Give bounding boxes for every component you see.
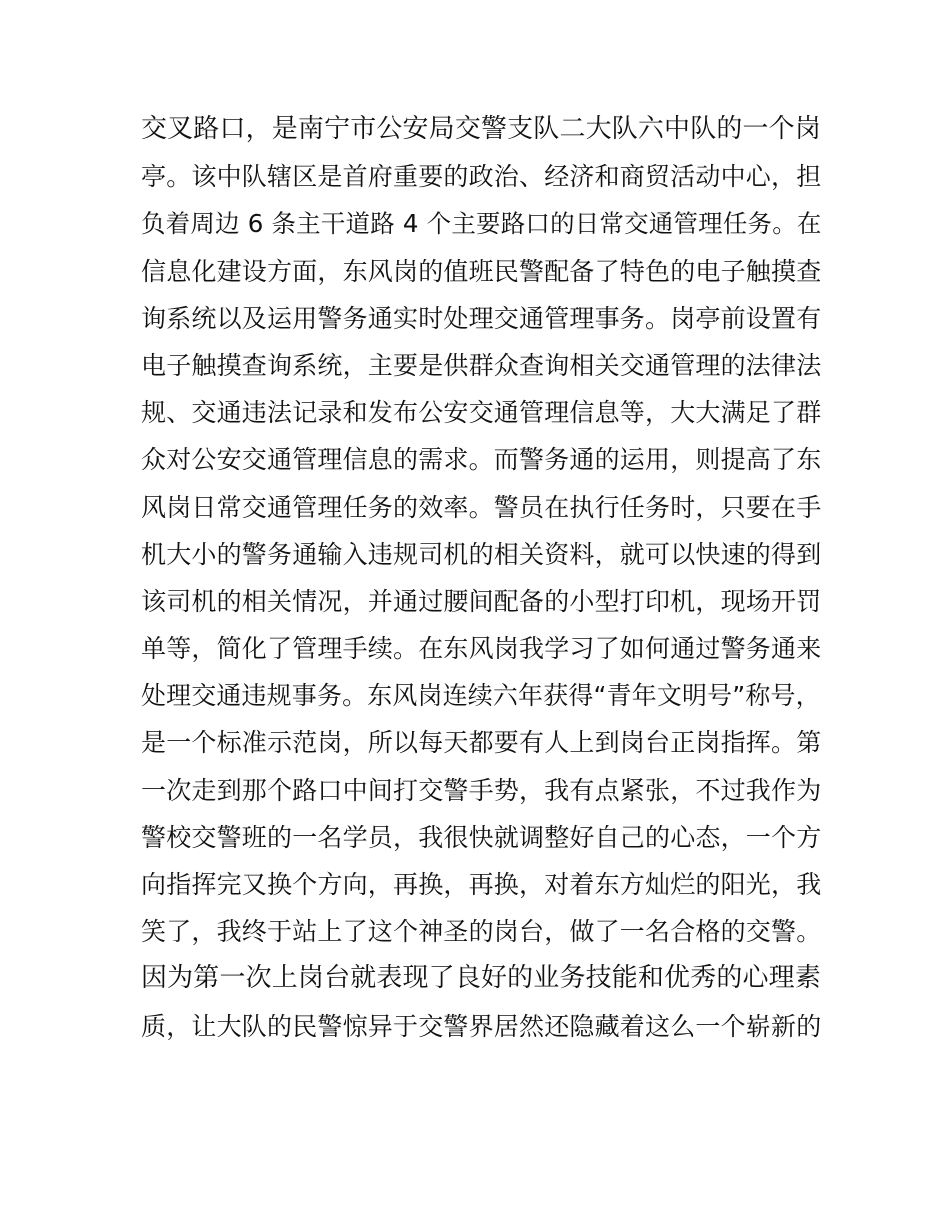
text-line: 是一个标准示范岗，所以每天都要有人上到岗台正岗指挥。第 xyxy=(141,728,822,758)
text-line: 电子触摸查询系统，主要是供群众查询相关交通管理的法律法 xyxy=(141,350,822,380)
text-line: 向指挥完又换个方向，再换，再换，对着东方灿烂的阳光，我 xyxy=(141,870,822,899)
text-line: 机大小的警务通输入违规司机的相关资料，就可以快速的得到 xyxy=(141,539,822,569)
body-paragraph xyxy=(141,106,821,1050)
text-line: 交叉路口，是南宁市公安局交警支队二大队六中队的一个岗 xyxy=(141,114,821,144)
text-line: 询系统以及运用警务通实时处理交通管理事务。岗亭前设置有 xyxy=(141,303,822,333)
text-line: 风岗日常交通管理任务的效率。警员在执行任务时，只要在手 xyxy=(141,492,822,522)
text-line: 一次走到那个路口中间打交警手势，我有点紧张，不过我作为 xyxy=(141,775,822,805)
text-line: 信息化建设方面，东风岗的值班民警配备了特色的电子触摸查 xyxy=(141,256,822,286)
text-line: 质，让大队的民警惊异于交警界居然还隐藏着这么一个崭新的 xyxy=(141,1011,822,1041)
text-line: 该司机的相关情况，并通过腰间配备的小型打印机，现场开罚 xyxy=(141,586,822,616)
text-line: 负着周边 6 条主干道路 4 个主要路口的日常交通管理任务。在 xyxy=(141,209,822,239)
text-line: 处理交通违规事务。东风岗连续六年获得“青年文明号”称号， xyxy=(141,681,821,711)
text-line: 警校交警班的一名学员，我很快就调整好自己的心态，一个方 xyxy=(141,822,822,852)
text-line: 单等，简化了管理手续。在东风岗我学习了如何通过警务通来 xyxy=(141,634,822,664)
text-line: 因为第一次上岗台就表现了良好的业务技能和优秀的心理素 xyxy=(141,963,821,994)
text-line: 众对公安交通管理信息的需求。而警务通的运用，则提高了东 xyxy=(141,445,822,475)
text-line: 亭。该中队辖区是首府重要的政治、经济和商贸活动中心，担 xyxy=(141,162,822,192)
text-line: 规、交通违法记录和发布公安交通管理信息等，大大满足了群 xyxy=(141,398,822,428)
text-line: 笑了，我终于站上了这个神圣的岗台，做了一名合格的交警。 xyxy=(141,917,822,947)
